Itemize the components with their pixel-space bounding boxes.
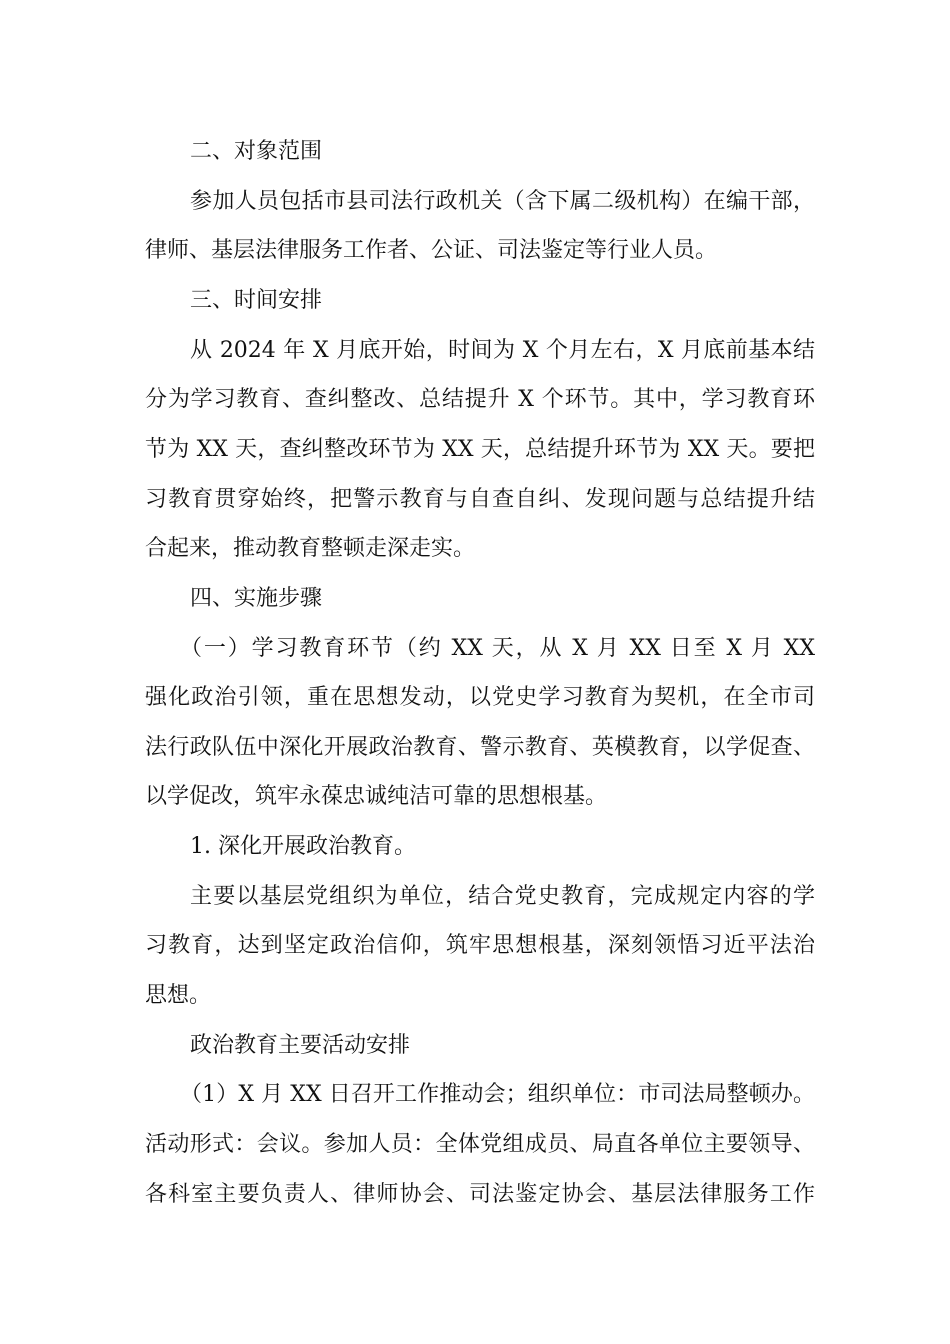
paragraph-line: 从 2024 年 X 月底开始，时间为 X 个月左右，X 月底前基本结 (190, 338, 815, 363)
paragraph-line: 律师、基层法律服务工作者、公证、司法鉴定等行业人员。 (145, 238, 718, 263)
heading-schedule: 三、时间安排 (190, 288, 323, 313)
subheading-study-stage: （一）学习教育环节（约 XX 天，从 X 月 XX 日至 X 月 XX (180, 636, 815, 661)
subheading-activity-schedule: 政治教育主要活动安排 (190, 1033, 411, 1058)
heading-scope: 二、对象范围 (190, 139, 323, 164)
paragraph-line: 活动形式：会议。参加人员：全体党组成员、局直各单位主要领导、 (145, 1132, 815, 1157)
paragraph-line: 参加人员包括市县司法行政机关（含下属二级机构）在编干部， (190, 189, 815, 214)
paragraph-line: 强化政治引领，重在思想发动，以党史学习教育为契机，在全市司 (145, 685, 815, 710)
paragraph-line: 以学促改，筑牢永葆忠诚纯洁可靠的思想根基。 (145, 784, 608, 809)
paragraph-line: 节为 XX 天，查纠整改环节为 XX 天，总结提升环节为 XX 天。要把 (145, 437, 815, 462)
paragraph-line: 习教育贯穿始终，把警示教育与自查自纠、发现问题与总结提升结 (145, 487, 815, 512)
list-item: （1）X 月 XX 日召开工作推动会；组织单位：市司法局整顿办。 (180, 1082, 815, 1107)
heading-steps: 四、实施步骤 (190, 586, 323, 611)
paragraph-line: 分为学习教育、查纠整改、总结提升 X 个环节。其中，学习教育环 (145, 387, 815, 412)
paragraph-line: 习教育，达到坚定政治信仰，筑牢思想根基，深刻领悟习近平法治 (145, 933, 815, 958)
subheading-political-education: 1. 深化开展政治教育。 (190, 834, 416, 859)
paragraph-line: 主要以基层党组织为单位，结合党史教育，完成规定内容的学 (190, 884, 815, 909)
paragraph-line: 合起来，推动教育整顿走深走实。 (145, 536, 476, 561)
paragraph-line: 各科室主要负责人、律师协会、司法鉴定协会、基层法律服务工作 (145, 1182, 815, 1207)
paragraph-line: 法行政队伍中深化开展政治教育、警示教育、英模教育，以学促查、 (145, 735, 815, 760)
paragraph-line: 思想。 (145, 983, 212, 1008)
